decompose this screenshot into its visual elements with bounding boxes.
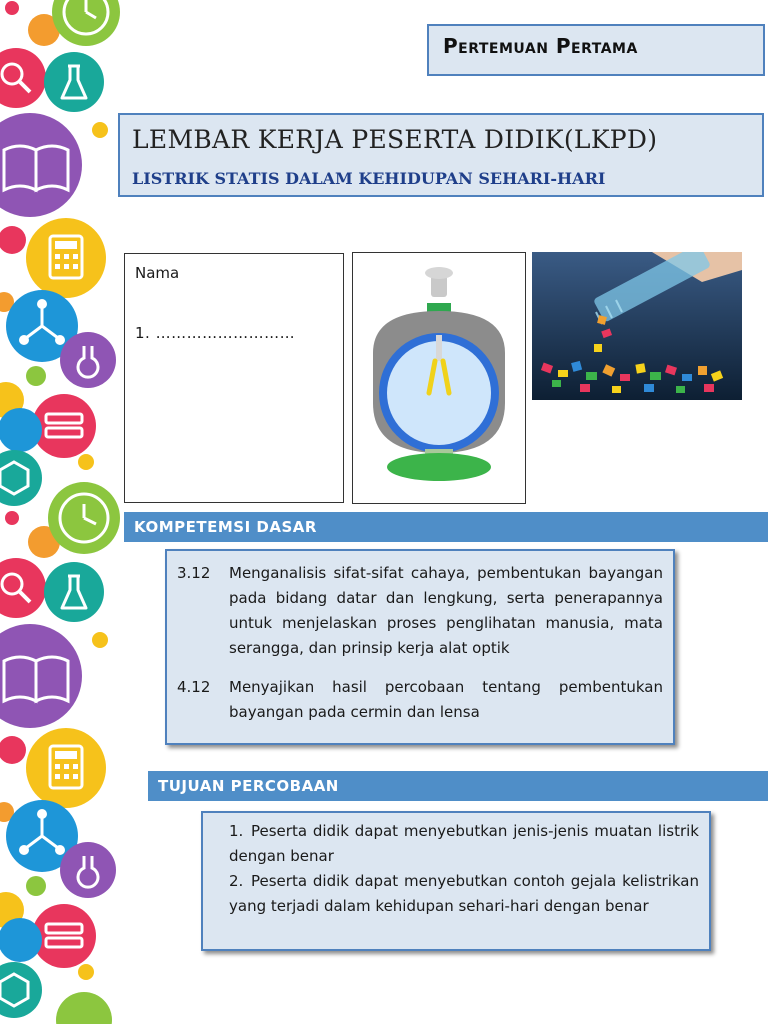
book-icon xyxy=(0,624,82,728)
goal-item-text: Peserta didik dapat menyebutkan jenis-jenis muatan listrik dengan benar xyxy=(229,822,699,865)
name-label: Nama xyxy=(135,264,180,282)
kd-item-number: 3.12 xyxy=(177,564,211,582)
name-entry-line: 1. ……………………… xyxy=(135,324,296,342)
hexagon-icon xyxy=(0,450,42,506)
clock-icon xyxy=(48,482,120,554)
flask-icon xyxy=(44,562,104,622)
decorative-icon-strip xyxy=(0,0,130,1024)
magnifier-icon xyxy=(0,48,46,108)
calculator-icon xyxy=(26,218,106,298)
goal-item-number: 2. xyxy=(229,872,244,890)
book-icon xyxy=(0,113,82,217)
kd-item-text: Menyajikan hasil percobaan tentang pembentukan bayangan pada cermin dan lensa xyxy=(229,678,663,721)
meeting-label: Pertemuan Pertama xyxy=(443,34,638,58)
goal-item-number: 1. xyxy=(229,822,244,840)
kd-item xyxy=(167,675,673,735)
clock-icon xyxy=(56,992,112,1024)
kd-item-text: Menganalisis sifat-sifat cahaya, pembentukan bayangan pada bidang datar dan lengkung, serta penerapannya untuk menjelaskan proses penglihatan manusia, mata serangga, dan prinsip kerja alat optik xyxy=(229,564,663,657)
flask-icon xyxy=(60,332,116,388)
comb-paper-photo xyxy=(532,252,742,400)
calculator-icon xyxy=(26,728,106,808)
magnifier-icon xyxy=(0,558,46,618)
flask-icon xyxy=(44,52,104,112)
goal-item xyxy=(229,869,699,919)
kd-item xyxy=(167,561,673,671)
title-box xyxy=(118,113,764,197)
kd-content-box xyxy=(165,549,675,745)
kd-item-number: 4.12 xyxy=(177,678,211,696)
electroscope-illustration xyxy=(352,252,526,504)
goal-section-header: TUJUAN PERCOBAAN xyxy=(148,771,768,801)
goal-content-box xyxy=(201,811,711,951)
page-subtitle: LISTRIK STATIS DALAM KEHIDUPAN SEHARI-HARI xyxy=(132,169,606,188)
goal-item xyxy=(229,819,699,869)
clock-icon xyxy=(52,0,120,46)
flask-icon xyxy=(60,842,116,898)
meeting-label-box xyxy=(427,24,765,76)
hexagon-icon xyxy=(0,962,42,1018)
goal-item-text: Peserta didik dapat menyebutkan contoh gejala kelistrikan yang terjadi dalam kehidupan sehari-hari dengan benar xyxy=(229,872,699,915)
page-title: LEMBAR KERJA PESERTA DIDIK(LKPD) xyxy=(132,125,658,154)
identity-box xyxy=(124,253,344,503)
kd-section-header: KOMPETEMSI DASAR xyxy=(124,512,768,542)
